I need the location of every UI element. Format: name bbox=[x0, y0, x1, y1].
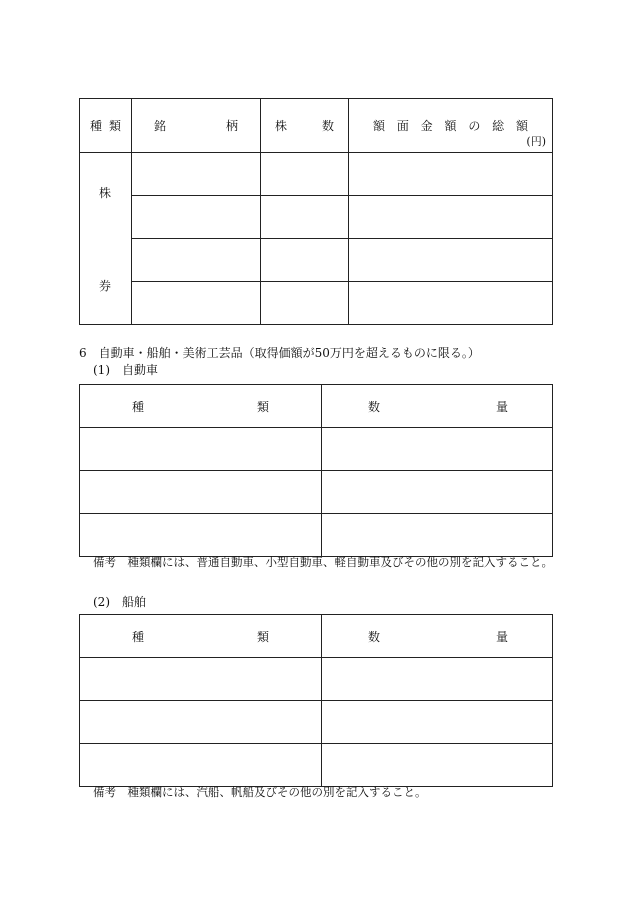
face-total-cell[interactable] bbox=[349, 153, 553, 196]
table-row bbox=[80, 153, 553, 196]
table-row bbox=[80, 196, 553, 239]
brand-cell[interactable] bbox=[132, 282, 261, 325]
table-row bbox=[80, 471, 553, 514]
table-row bbox=[80, 282, 553, 325]
car-kind-cell[interactable] bbox=[80, 471, 322, 514]
count-cell[interactable] bbox=[261, 282, 349, 325]
ship-kind-cell[interactable] bbox=[80, 744, 322, 787]
count-cell[interactable] bbox=[261, 196, 349, 239]
car-table bbox=[79, 384, 553, 557]
car-qty-cell[interactable] bbox=[322, 428, 553, 471]
count-cell[interactable] bbox=[261, 153, 349, 196]
subsection-ship-heading: (2) 船舶 bbox=[93, 595, 146, 609]
table-row bbox=[80, 701, 553, 744]
car-kind-cell[interactable] bbox=[80, 514, 322, 557]
ship-qty-cell[interactable] bbox=[322, 658, 553, 701]
unit-label: (円) bbox=[526, 135, 546, 148]
stocks-table bbox=[79, 98, 553, 325]
brand-cell[interactable] bbox=[132, 153, 261, 196]
ship-note: 備考 種類欄には、汽船、帆船及びその他の別を記入すること。 bbox=[93, 785, 427, 799]
car-note: 備考 種類欄には、普通自動車、小型自動車、軽自動車及びその他の別を記入すること。 bbox=[93, 555, 553, 569]
car-qty-cell[interactable] bbox=[322, 471, 553, 514]
table-row bbox=[80, 239, 553, 282]
face-total-cell[interactable] bbox=[349, 282, 553, 325]
header-kind: 種 類 bbox=[80, 99, 132, 153]
table-row bbox=[80, 658, 553, 701]
face-total-cell[interactable] bbox=[349, 196, 553, 239]
header-count: 株 数 bbox=[261, 99, 349, 153]
subsection-car-heading: (1) 自動車 bbox=[93, 363, 158, 377]
car-header-qty: 数 量 bbox=[322, 385, 553, 428]
ship-table bbox=[79, 614, 553, 787]
car-kind-cell[interactable] bbox=[80, 428, 322, 471]
row-label-cell: 株 券 bbox=[80, 153, 132, 325]
brand-cell[interactable] bbox=[132, 196, 261, 239]
header-face-total: 額 面 金 額 の 総 額 (円) bbox=[349, 99, 553, 153]
table-row bbox=[80, 514, 553, 557]
car-qty-cell[interactable] bbox=[322, 514, 553, 557]
ship-kind-cell[interactable] bbox=[80, 658, 322, 701]
table-row bbox=[80, 428, 553, 471]
section6-heading: 6 自動車・船舶・美術工芸品（取得価額が50万円を超えるものに限る。） bbox=[79, 346, 480, 360]
header-brand: 銘 柄 bbox=[132, 99, 261, 153]
car-header-kind: 種 類 bbox=[80, 385, 322, 428]
ship-header-kind: 種 類 bbox=[80, 615, 322, 658]
ship-qty-cell[interactable] bbox=[322, 701, 553, 744]
brand-cell[interactable] bbox=[132, 239, 261, 282]
ship-qty-cell[interactable] bbox=[322, 744, 553, 787]
ship-header-qty: 数 量 bbox=[322, 615, 553, 658]
ship-kind-cell[interactable] bbox=[80, 701, 322, 744]
count-cell[interactable] bbox=[261, 239, 349, 282]
face-total-cell[interactable] bbox=[349, 239, 553, 282]
table-row bbox=[80, 744, 553, 787]
